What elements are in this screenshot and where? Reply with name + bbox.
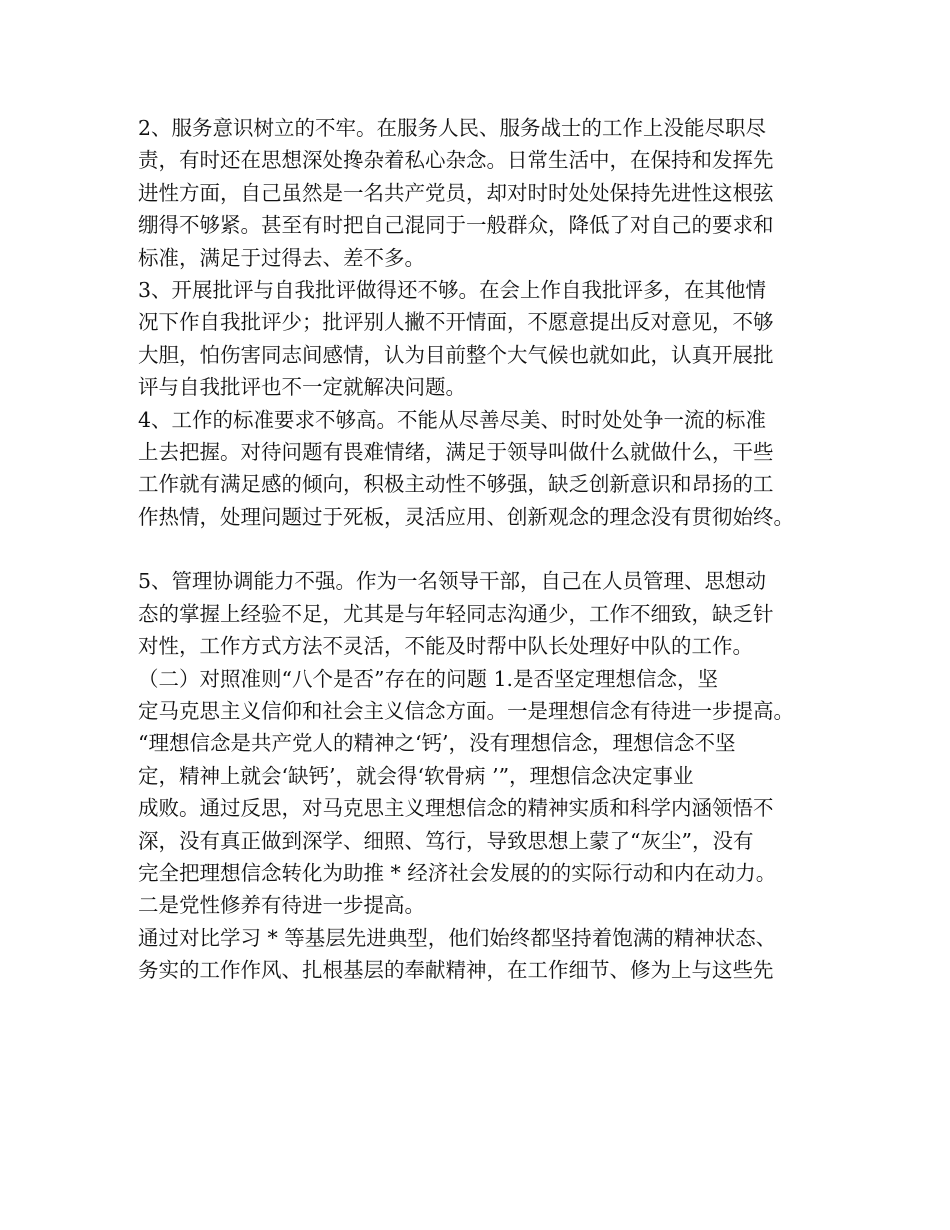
text-line: 对性，工作方式方法不灵活，不能及时帮中队长处理好中队的工作。 [138,634,753,659]
text-line: 定，精神上就会‘缺钙’，就会得‘软骨病 ’”，理想信念决定事业 [138,763,694,788]
text-line: 定马克思主义信仰和社会主义信念方面。一是理想信念有待进一步提高。 [138,699,794,724]
text-line: 完全把理想信念转化为助推 * 经济社会发展的的实际行动和内在动力。 [138,860,777,885]
text-line: 成败。通过反思，对马克思主义理想信念的精神实质和科学内涵领悟不 [138,796,774,821]
text-line: 责，有时还在思想深处搀杂着私心杂念。日常生活中，在保持和发挥先 [138,148,774,173]
text-line: “理想信念是共产党人的精神之‘钙’，没有理想信念，理想信念不坚 [138,731,736,756]
text-line: 务实的工作作风、扎根基层的奉献精神，在工作细节、修为上与这些先 [138,958,774,983]
paragraph-gap [138,533,838,565]
text-line: 3、开展批评与自我批评做得还不够。在会上作自我批评多，在其他情 [138,277,767,302]
text-line: 绷得不够紧。甚至有时把自己混同于一般群众，降低了对自己的要求和 [138,213,774,238]
text-line: 作热情，处理问题过于死板，灵活应用、创新观念的理念没有贯彻始终。 [138,504,794,529]
text-line: 2、服务意识树立的不牢。在服务人民、服务战士的工作上没能尽职尽 [138,116,767,140]
text-line: 4、工作的标准要求不够高。不能从尽善尽美、时时处处争一流的标准 [138,407,767,432]
text-line: 5、管理协调能力不强。作为一名领导干部，自己在人员管理、思想动 [138,569,767,594]
text-line: 二是党性修养有待进一步提高。 [138,893,425,918]
text-line: 通过对比学习 * 等基层先进典型，他们始终都坚持着饱满的精神状态、 [138,925,777,950]
text-line: 上去把握。对待问题有畏难情绪，满足于领导叫做什么就做什么，干些 [138,439,774,464]
text-line: 标准，满足于过得去、差不多。 [138,245,425,270]
text-line: 况下作自我批评少；批评别人撇不开情面，不愿意提出反对意见，不够 [138,310,774,335]
text-line: 深，没有真正做到深学、细照、笃行，导致思想上蒙了“灰尘”，没有 [138,828,754,853]
text-line: 态的掌握上经验不足，尤其是与年轻同志沟通少，工作不细致，缺乏针 [138,601,774,626]
text-line: 进性方面，自己虽然是一名共产党员，却对时时处处保持先进性这根弦 [138,180,774,205]
document-body [138,112,838,987]
text-line: 评与自我批评也不一定就解决问题。 [138,375,466,400]
text-line: 大胆，怕伤害同志间感情，认为目前整个大气候也就如此，认真开展批 [138,342,774,367]
text-line: （二）对照准则“八个是否”存在的问题 1.是否坚定理想信念，坚 [138,666,719,691]
text-line: 工作就有满足感的倾向，积极主动性不够强，缺乏创新意识和昂扬的工 [138,472,774,497]
